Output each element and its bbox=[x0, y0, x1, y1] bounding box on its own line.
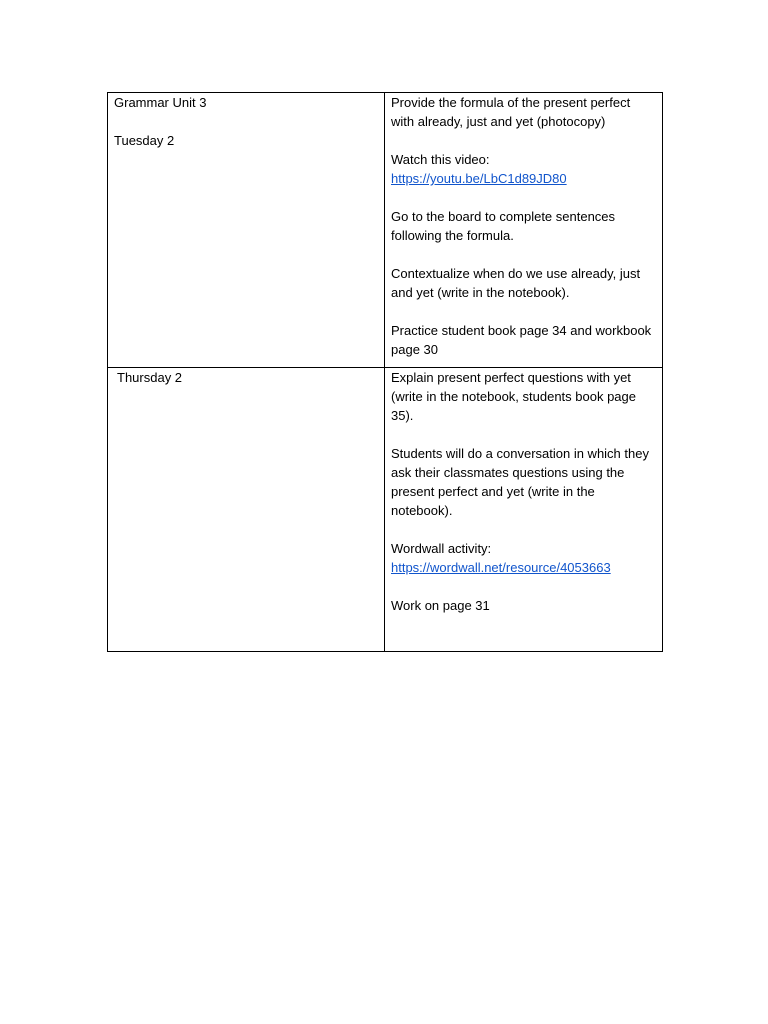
video-link[interactable]: https://youtu.be/LbC1d89JD80 bbox=[391, 171, 567, 186]
day-label: Tuesday 2 bbox=[114, 133, 175, 148]
activity-text: Students will do a conversation in which they ask their classmates questions using the present perfect and yet (write in the notebook). bbox=[391, 446, 649, 518]
wordwall-link[interactable]: https://wordwall.net/resource/4053663 bbox=[391, 560, 611, 575]
activity-text: Watch this video: bbox=[391, 152, 490, 167]
schedule-cell bbox=[108, 368, 385, 652]
table-row bbox=[108, 368, 663, 652]
day-label: Thursday 2 bbox=[117, 370, 183, 385]
activities-cell bbox=[385, 368, 663, 652]
activity-text: Provide the formula of the present perfect with already, just and yet (photocopy) bbox=[391, 95, 631, 129]
table-row bbox=[108, 93, 663, 368]
schedule-cell bbox=[108, 93, 385, 368]
lesson-plan-table bbox=[107, 92, 663, 652]
activity-text: Contextualize when do we use already, just and yet (write in the notebook). bbox=[391, 266, 641, 300]
activity-text: Go to the board to complete sentences following the formula. bbox=[391, 209, 616, 243]
activity-text: Wordwall activity: bbox=[391, 541, 492, 556]
activity-text: Practice student book page 34 and workbook page 30 bbox=[391, 323, 652, 357]
activities-cell bbox=[385, 93, 663, 368]
activity-text: Work on page 31 bbox=[391, 598, 490, 613]
unit-title: Grammar Unit 3 bbox=[114, 95, 207, 110]
activity-text: Explain present perfect questions with yet (write in the notebook, students book page 35). bbox=[391, 370, 636, 423]
